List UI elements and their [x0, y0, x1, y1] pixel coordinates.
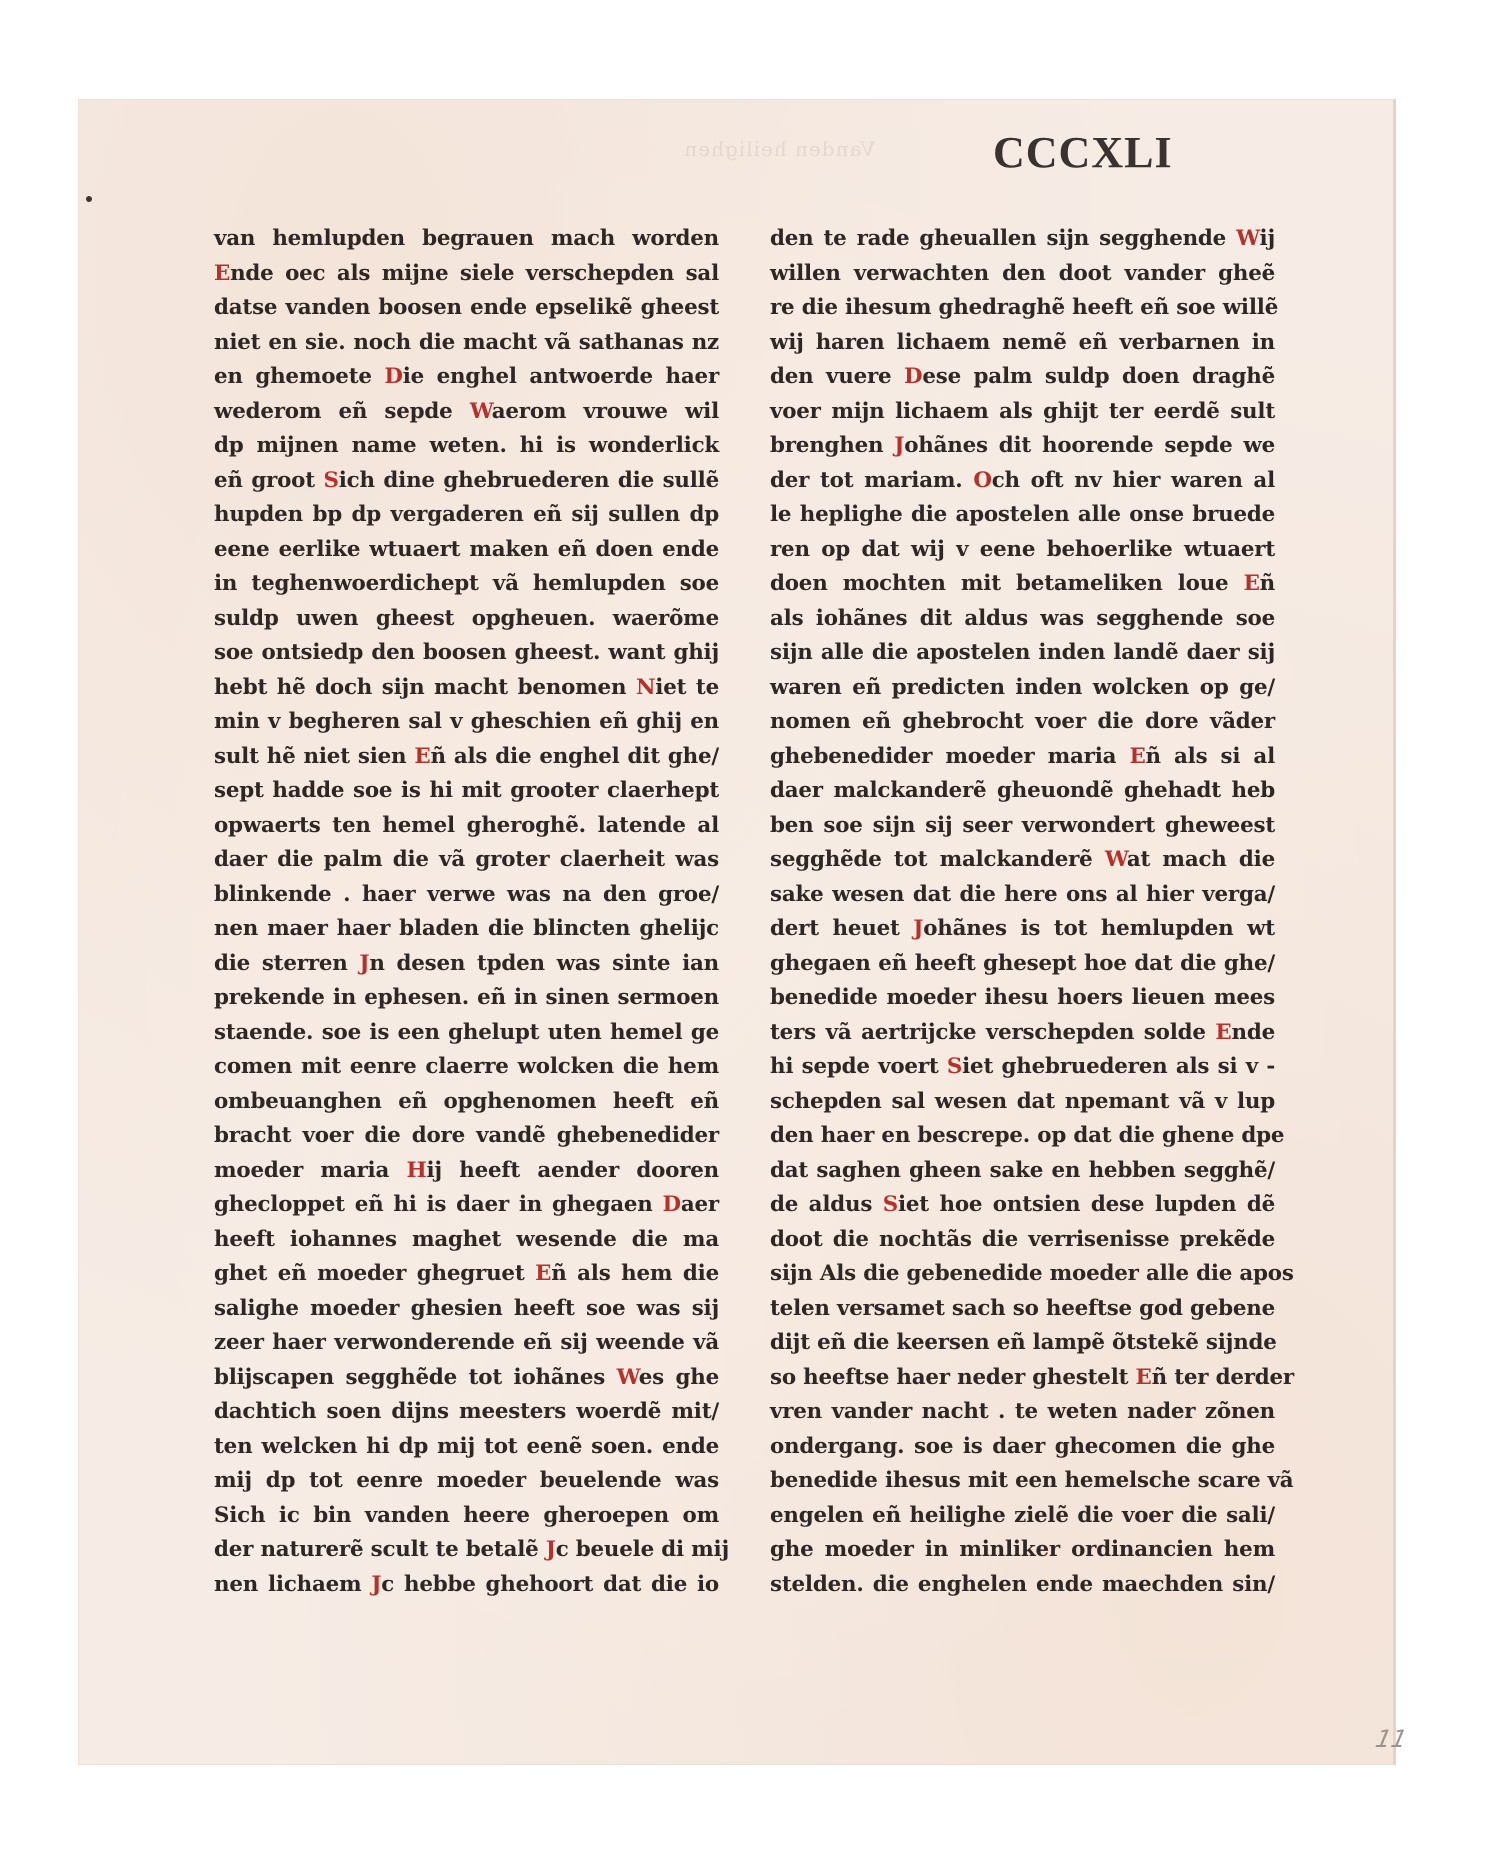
text-line: brenghen Johãnes dit hoorende sepde we — [770, 433, 1275, 458]
rubricated-initial: W — [616, 1364, 639, 1390]
text-line: mij dp tot eenre moeder beuelende was — [214, 1468, 719, 1493]
show-through-heading: Vanden heilighen — [683, 137, 875, 161]
text-line: dijt eñ die keersen eñ lampẽ õtstekẽ sijnde — [770, 1330, 1277, 1355]
text-line: datse vanden boosen ende epselikẽ gheest — [214, 295, 719, 320]
rubricated-initial: S — [323, 467, 339, 493]
text-line: ghet eñ moeder ghegruet Eñ als hem die — [214, 1261, 719, 1286]
text-line: soe ontsiedp den boosen gheest. want ghij — [214, 640, 719, 665]
text-line: den vuere Dese palm suldp doen draghẽ — [770, 364, 1276, 389]
text-line: dert heuet Johãnes is tot hemlupden wt — [770, 916, 1275, 941]
text-line: dp mijnen name weten. hi is wonderlick — [214, 433, 719, 458]
text-line: nen maer haer bladen die blincten ghelijc — [214, 916, 719, 941]
rubricated-initial: D — [662, 1192, 681, 1217]
rubricated-initial: S — [882, 1192, 898, 1217]
text-line: niet en sie. noch die macht vã sathanas nz — [214, 329, 719, 355]
rubricated-initial: J — [359, 950, 370, 976]
text-line: sijn alle die apostelen inden landẽ daer sij — [770, 640, 1275, 665]
text-line: Ende oec als mijne siele verschepden sal — [214, 260, 719, 286]
text-line: re die ihesum ghedraghẽ heeft eñ soe willẽ — [770, 295, 1279, 320]
text-line: daer malckanderẽ gheuondẽ ghehadt heb — [770, 778, 1275, 803]
left-text-column — [214, 222, 729, 1602]
text-line: ters vã aertrijcke verschepden solde Ende — [770, 1019, 1275, 1045]
rubricated-initial: D — [384, 364, 403, 389]
rubricated-initial: E — [1215, 1019, 1232, 1045]
text-line: Sich ic bin vanden heere gheroepen om — [214, 1502, 719, 1528]
text-line: moeder maria Hij heeft aender dooren — [214, 1157, 720, 1183]
text-line: blinkende . haer verwe was na den groe/ — [214, 881, 719, 907]
text-line: den haer en bescrepe. op dat die ghene dpe — [770, 1123, 1285, 1148]
text-line: de aldus Siet hoe ontsien dese lupden dẽ — [770, 1192, 1275, 1217]
text-line: ren op dat wij v eene behoerlike wtuaert — [770, 536, 1275, 562]
pencil-leaf-number: 11 — [1373, 1725, 1410, 1753]
text-line: le heplighe die apostelen alle onse bruede — [770, 502, 1275, 527]
rubricated-initial: J — [545, 1537, 556, 1562]
text-line: doen mochten mit betameliken loue Eñ — [770, 571, 1275, 596]
text-line: ondergang. soe is daer ghecomen die ghe — [770, 1433, 1275, 1459]
text-line: hi sepde voert Siet ghebruederen als si v - — [770, 1054, 1275, 1079]
text-line: stelden. die enghelen ende maechden sin/ — [770, 1571, 1275, 1597]
rubricated-initial: O — [973, 467, 992, 493]
text-line: hebt hẽ doch sijn macht benomen Niet te — [214, 674, 719, 700]
rubricated-initial: N — [635, 674, 656, 700]
text-line: staende. soe is een ghelupt uten hemel ge — [214, 1019, 719, 1045]
text-line: voer mijn lichaem als ghijt ter eerdẽ sult — [770, 398, 1275, 424]
text-line: wij haren lichaem nemẽ eñ verbarnen in — [770, 329, 1275, 355]
folio-number: CCCXLI — [993, 128, 1173, 177]
text-line: ghe moeder in minliker ordinancien hem — [770, 1537, 1275, 1562]
rubricated-initial: E — [1243, 571, 1260, 596]
text-line: comen mit eenre claerre wolcken die hem — [214, 1054, 719, 1079]
rubricated-initial: J — [371, 1571, 382, 1597]
text-line: so heeftse haer neder ghestelt Eñ ter derder — [770, 1364, 1294, 1390]
text-line: van hemlupden begrauen mach worden — [214, 226, 719, 251]
text-line: sijn Als die gebenedide moeder alle die apos — [770, 1261, 1294, 1286]
rubricated-initial: E — [1129, 743, 1146, 769]
text-line: salighe moeder ghesien heeft soe was sij — [214, 1295, 719, 1321]
text-line: benedide ihesus mit een hemelsche scare vã — [770, 1468, 1294, 1493]
text-line: ombeuanghen eñ opghenomen heeft eñ — [214, 1088, 719, 1114]
text-line: bracht voer die dore vandẽ ghebenedider — [214, 1123, 719, 1148]
text-line: heeft iohannes maghet wesende die ma — [214, 1226, 719, 1252]
rubricated-initial: S — [946, 1054, 963, 1079]
rubricated-initial: W — [1104, 847, 1127, 872]
text-line: doot die nochtãs die verrisenisse prekẽde — [770, 1226, 1275, 1252]
text-line: nomen eñ ghebrocht voer die dore vãder — [770, 709, 1275, 734]
text-line: sake wesen dat die here ons al hier verga/ — [770, 881, 1275, 907]
rubricated-initial: H — [406, 1157, 427, 1183]
text-line: benedide moeder ihesu hoers lieuen mees — [770, 985, 1275, 1010]
leaf-edge — [1393, 99, 1396, 1765]
rubricated-initial: E — [414, 743, 431, 769]
text-line: en ghemoete Die enghel antwoerde haer — [214, 364, 720, 389]
text-line: engelen eñ heilighe zielẽ die voer die sali/ — [770, 1502, 1275, 1528]
text-line: die sterren Jn desen tpden was sinte ian — [214, 950, 720, 976]
text-line: ghecloppet eñ hi is daer in ghegaen Daer — [214, 1192, 719, 1217]
text-line: ghegaen eñ heeft ghesept hoe dat die ghe/ — [770, 950, 1275, 976]
text-line: wederom eñ sepde Waerom vrouwe wil — [214, 398, 720, 424]
rubricated-initial: D — [904, 364, 923, 389]
rubricated-initial: J — [913, 916, 924, 941]
rubricated-initial: E — [1135, 1364, 1152, 1390]
rubricated-initial: E — [214, 260, 231, 286]
text-line: segghẽde tot malckanderẽ Wat mach die — [770, 847, 1275, 872]
text-line: hupden bp dp vergaderen eñ sij sullen dp — [214, 502, 719, 527]
rubricated-initial: W — [1236, 226, 1260, 251]
text-line: willen verwachten den doot vander gheẽ — [770, 260, 1275, 286]
ink-speck — [86, 196, 92, 202]
rubricated-initial: E — [535, 1261, 552, 1286]
text-line: blijscapen segghẽde tot iohãnes Wes ghe — [214, 1364, 719, 1390]
rubricated-initial: W — [469, 398, 492, 424]
right-text-column — [770, 222, 1294, 1602]
text-line: daer die palm die vã groter claerheit was — [214, 847, 719, 872]
text-line: als iohãnes dit aldus was segghende soe — [770, 605, 1275, 631]
text-line: zeer haer verwonderende eñ sij weende vã — [214, 1330, 719, 1355]
text-line: sult hẽ niet sien Eñ als die enghel dit ghe/ — [214, 743, 719, 769]
text-line: in teghenwoerdichept vã hemlupden soe — [214, 571, 719, 596]
text-line: telen versamet sach so heeftse god gebene — [770, 1295, 1275, 1321]
text-line: schepden sal wesen dat npemant vã v lup — [770, 1088, 1275, 1114]
text-line: vren vander nacht . te weten nader zõnen — [770, 1399, 1275, 1424]
text-line: ten welcken hi dp mij tot eenẽ soen. ende — [214, 1433, 719, 1459]
rubricated-initial: J — [894, 433, 905, 458]
text-line: dat saghen gheen sake en hebben segghẽ/ — [770, 1157, 1275, 1183]
text-line: min v begheren sal v gheschien eñ ghij en — [214, 709, 719, 734]
text-line: eene eerlike wtuaert maken eñ doen ende — [214, 536, 719, 562]
text-line: den te rade gheuallen sijn segghende Wij — [770, 226, 1275, 251]
text-line: dachtich soen dijns meesters woerdẽ mit/ — [214, 1399, 719, 1424]
text-line: der tot mariam. Och oft nv hier waren al — [770, 467, 1276, 493]
text-line: suldp uwen gheest opgheuen. waerõme — [214, 605, 719, 631]
text-line: sept hadde soe is hi mit grooter claerhept — [214, 778, 719, 803]
text-line: ghebenedider moeder maria Eñ als si al — [770, 743, 1276, 769]
text-line: prekende in ephesen. eñ in sinen sermoen — [214, 985, 719, 1010]
text-line: der naturerẽ scult te betalẽ Jc beuele di mij — [214, 1537, 729, 1562]
text-line: nen lichaem Jc hebbe ghehoort dat die io — [214, 1571, 719, 1597]
text-line: eñ groot Sich dine ghebruederen die sullẽ — [214, 467, 719, 493]
text-line: ben soe sijn sij seer verwondert gheweest — [770, 812, 1275, 838]
text-line: opwaerts ten hemel gheroghẽ. latende al — [214, 812, 719, 838]
text-line: waren eñ predicten inden wolcken op ge/ — [770, 674, 1275, 700]
